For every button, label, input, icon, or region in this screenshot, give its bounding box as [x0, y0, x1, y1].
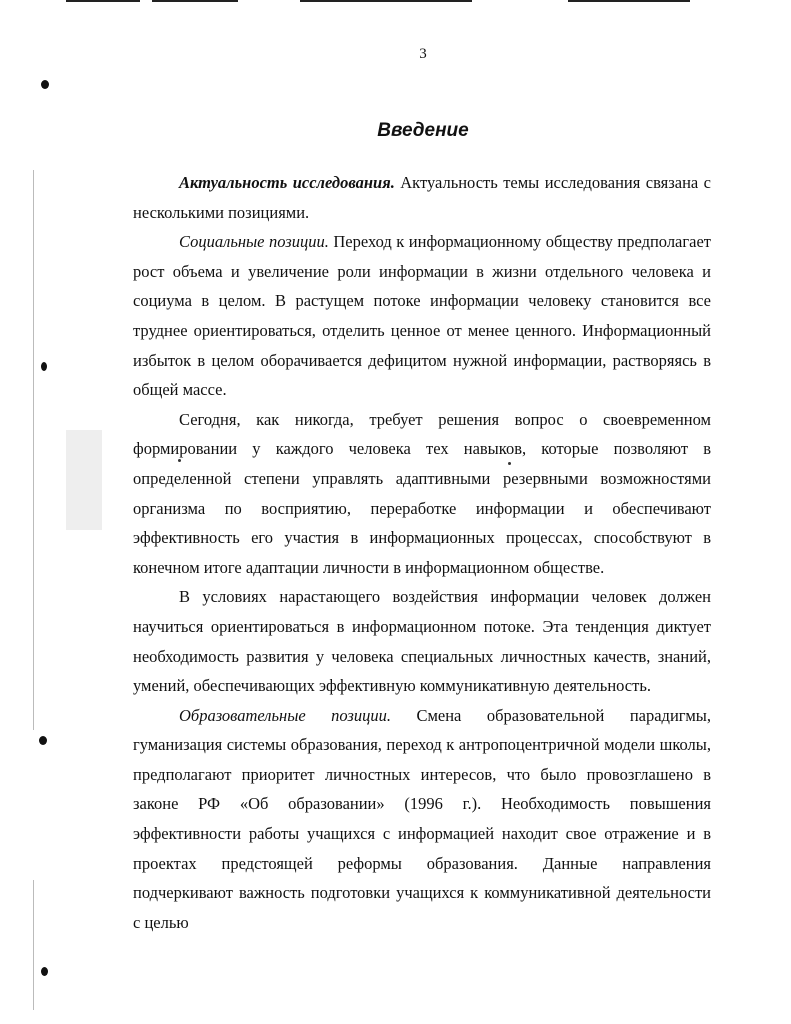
paragraph-today [133, 405, 711, 583]
paragraph-relevance [133, 168, 711, 227]
punch-hole-mark-3 [39, 736, 47, 745]
paragraph-text: Переход к информационному обществу предполагает рост объема и увеличение роли информации в жизни отдельного человека и социума в целом. В растущем потоке информации человеку становится все труднее ориентироваться, отделить ценное от менее ценного. Информационный избыток в целом оборачивается дефицитом нужной информации, растворяясь в общей массе. [133, 232, 712, 400]
scan-line-left-edge [33, 170, 34, 730]
paragraph-lead: Образовательные позиции. [179, 705, 391, 725]
punch-hole-mark-2 [41, 362, 47, 371]
paragraph-text: Сегодня, как никогда, требует решения вопрос о своевременном формировании у каждого человека тех навыков, которые позволяют в определенной степени управлять адаптивными резервными возможностями организма по восприятию, переработке информации и обеспечивают эффективность его участия в информационных процессах, способствуют в конечном итоге адаптации личности в информационном обществе. [133, 409, 711, 577]
scan-line-top-4 [568, 0, 690, 2]
paragraph-lead: Социальные позиции. [179, 232, 329, 252]
paragraph-text: Смена образовательной парадигмы, гуманизация системы образования, переход к антропоцентричной модели школы, предполагают приоритет личностных интересов, что было провозглашено в законе РФ «Об образовании» (1996 г.). Необходимость повышения эффективности работы учащихся с информацией находит свое отражение и в проектах предстоящей реформы образования. Данные направления подчеркивают важность подготовки учащихся к коммуникативной деятельности с целью [133, 705, 711, 932]
scan-line-top-2 [152, 0, 238, 2]
scan-smudge [66, 430, 102, 530]
paragraph-lead: Актуальность исследования. [179, 173, 395, 192]
page-number: 3 [419, 46, 427, 62]
paragraph-education [133, 701, 711, 938]
scan-line-top-1 [66, 0, 140, 2]
paragraph-text: В условиях нарастающего воздействия информации человек должен научиться ориентироваться в информационном потоке. Эта тенденция диктует необходимость развития у человека специальных личностных качеств, знаний, умений, обеспечивающих эффективную коммуникативную деятельность. [133, 587, 711, 696]
scan-line-top-3 [300, 0, 472, 2]
paragraph-conditions [133, 582, 711, 700]
document-body [133, 168, 711, 937]
punch-hole-mark-1 [41, 80, 49, 89]
paragraph-text: Актуальность темы исследования связана с несколькими позициями. [133, 173, 711, 222]
paragraph-social [133, 227, 711, 405]
page-heading: Введение [377, 120, 469, 141]
punch-hole-mark-4 [41, 967, 48, 976]
scan-line-left-edge-lower [33, 880, 34, 1010]
